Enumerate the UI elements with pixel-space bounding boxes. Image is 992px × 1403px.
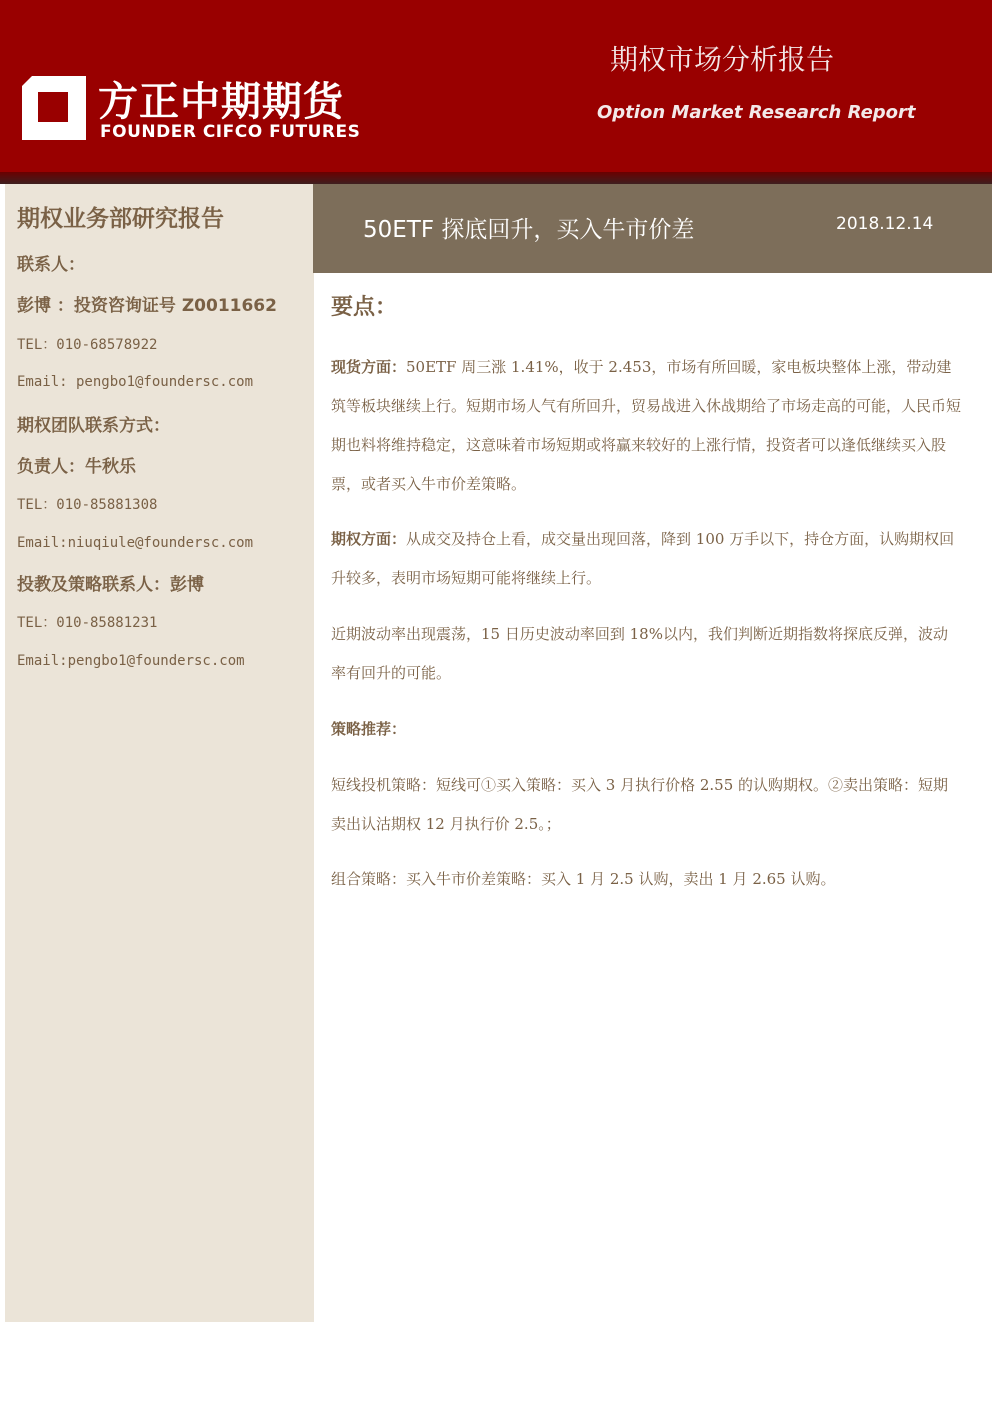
strategy-contact-tel: TEL：010-85881231 <box>17 615 158 631</box>
contact-sidebar <box>5 184 314 1322</box>
founder-logo-icon <box>22 76 86 140</box>
strategy-heading <box>331 710 961 749</box>
team-contact-label: 期权团队联系方式： <box>17 416 170 436</box>
option-label: 期权方面： <box>331 530 407 548</box>
header-divider <box>0 172 992 184</box>
combo-strategy-paragraph: 组合策略：买入牛市价差策略：买入 1 月 2.5 认购，卖出 1 月 2.65 认购。 <box>331 870 836 888</box>
analyst-line: 彭博 ：投资咨询证号 Z0011662 <box>17 296 277 316</box>
spot-text: 50ETF 周三涨 1.41%，收于 2.453，市场有所回暖，家电板块整体上涨，带动建筑等板块继续上行。短期市场人气有所回升，贸易战进入休战期给了市场走高的可能，人民币短期也料将维持稳定，这意味着市场短期或将赢来较好的上涨行情，投资者可以逢低继续买入股票，或者买入牛市价差策略。 <box>331 358 962 493</box>
spot-label: 现货方面： <box>331 358 407 376</box>
analyst-email[interactable]: Email: pengbo1@foundersc.com <box>17 374 254 390</box>
strategy-contact-line: 投教及策略联系人：彭博 <box>17 575 204 595</box>
team-lead-tel: TEL：010-85881308 <box>17 497 158 513</box>
report-title: 50ETF 探底回升，买入牛市价差 <box>363 217 695 243</box>
report-date: 2018.12.14 <box>836 214 934 234</box>
team-lead-line: 负责人：牛秋乐 <box>17 457 136 477</box>
report-type-en: Option Market Research Report <box>597 102 916 123</box>
key-points-heading: 要点： <box>331 295 398 320</box>
strategy-contact-email[interactable]: Email:pengbo1@foundersc.com <box>17 653 245 669</box>
team-lead-email[interactable]: Email:niuqiule@foundersc.com <box>17 535 254 551</box>
department-title: 期权业务部研究报告 <box>17 206 224 232</box>
company-name-cn: 方正中期期货 <box>98 79 344 125</box>
option-paragraph <box>331 520 961 598</box>
analyst-tel: TEL：010-68578922 <box>17 337 158 353</box>
company-name-en: FOUNDER CIFCO FUTURES <box>100 122 361 142</box>
report-title-bar <box>313 184 992 273</box>
spot-paragraph <box>331 348 961 504</box>
option-text: 从成交及持仓上看，成交量出现回落，降到 100 万手以下，持仓方面，认购期权回升较多，表明市场短期可能将继续上行。 <box>331 530 955 587</box>
report-header <box>0 0 992 172</box>
strategy-label: 策略推荐： <box>331 720 407 738</box>
short-strategy-paragraph: 短线投机策略：短线可①买入策略：买入 3 月执行价格 2.55 的认购期权。②卖出策略：短期卖出认沽期权 12 月执行价 2.5。； <box>331 776 949 833</box>
volatility-paragraph: 近期波动率出现震荡，15 日历史波动率回到 18%以内，我们判断近期指数将探底反弹，波动率有回升的可能。 <box>331 625 948 682</box>
report-type-cn: 期权市场分析报告 <box>610 43 835 76</box>
contact-label: 联系人： <box>17 255 85 275</box>
